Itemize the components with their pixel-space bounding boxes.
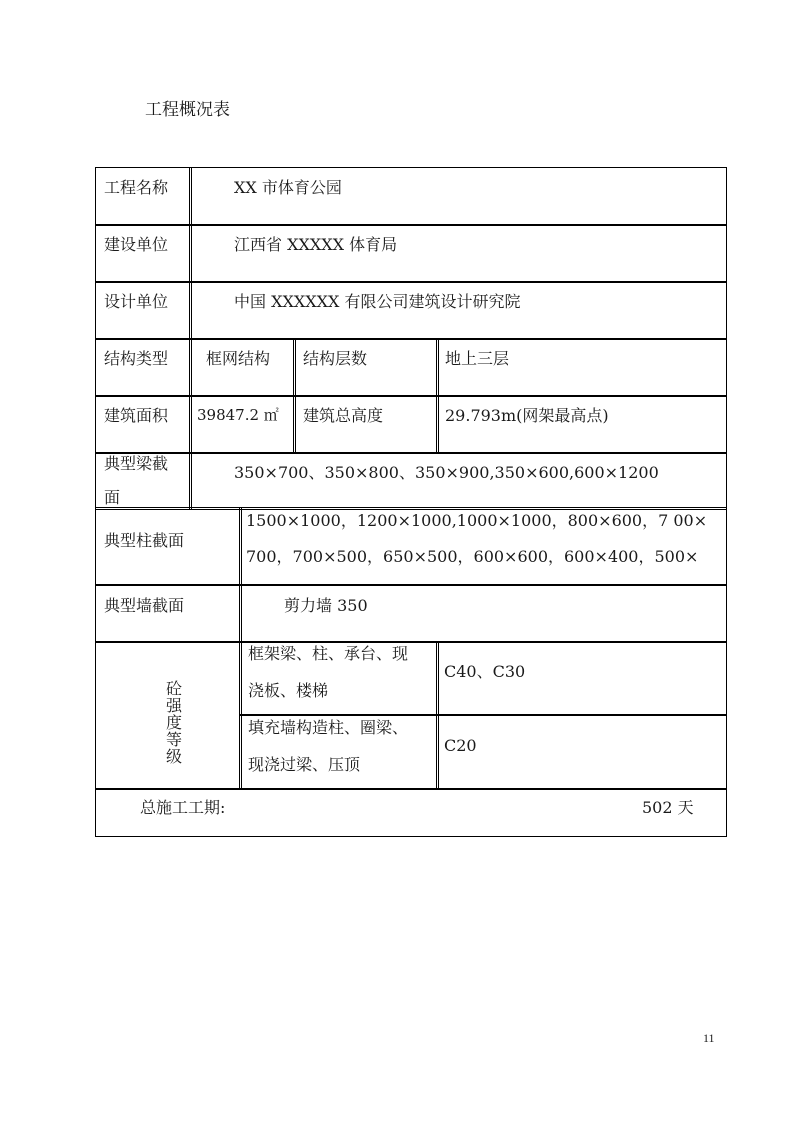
page-number: 11 — [703, 1031, 715, 1045]
concrete-row1-grade: C40、C30 — [444, 662, 526, 681]
wall-value: 剪力墙 350 — [284, 596, 368, 615]
concrete-grade-label: 砼 强 度 等 级 — [165, 679, 182, 766]
project-name-label: 工程名称 — [104, 178, 169, 197]
structure-floors-label: 结构层数 — [303, 349, 368, 368]
height-label: 建筑总高度 — [303, 406, 384, 425]
column-value-line1: 1500×1000，1200×1000,1000×1000，800×600，7 00× — [246, 511, 708, 530]
area-value: 39847.2 ㎡ — [197, 406, 279, 424]
page-title: 工程概况表 — [145, 100, 230, 120]
concrete-row1-desc-line2: 浇板、楼梯 — [248, 681, 329, 700]
duration-label: 总施工工期: — [140, 798, 226, 817]
area-label: 建筑面积 — [104, 406, 169, 425]
concrete-row1-desc-line1: 框架梁、柱、承台、现 — [248, 644, 409, 663]
structure-type-value: 框网结构 — [206, 349, 271, 368]
table-cell — [189, 395, 296, 454]
designer-label: 设计单位 — [104, 292, 169, 311]
beam-label-line2: 面 — [104, 488, 121, 507]
concrete-row2-grade: C20 — [444, 736, 477, 755]
concrete-row2-desc-line2: 现浇过梁、压顶 — [248, 755, 361, 774]
column-label: 典型柱截面 — [104, 531, 185, 550]
beam-label-line1: 典型梁截 — [104, 454, 169, 473]
duration-value: 502 天 — [642, 798, 694, 817]
concrete-row2-desc-line1: 填充墙构造柱、圈梁、 — [248, 718, 409, 737]
structure-type-label: 结构类型 — [104, 349, 169, 368]
column-value-line2: 700，700×500，650×500，600×600，600×400，500× — [246, 547, 699, 566]
wall-label: 典型墙截面 — [104, 596, 185, 615]
height-value: 29.793m(网架最高点) — [445, 406, 609, 425]
owner-label: 建设单位 — [104, 235, 169, 254]
table-cell — [436, 714, 727, 790]
designer-value: 中国 XXXXXX 有限公司建筑设计研究院 — [234, 292, 521, 311]
project-name-value: XX 市体育公园 — [234, 178, 342, 197]
owner-value: 江西省 XXXXX 体育局 — [234, 235, 398, 254]
beam-value: 350×700、350×800、350×900,350×600,600×1200 — [234, 463, 659, 482]
structure-floors-value: 地上三层 — [445, 349, 510, 368]
